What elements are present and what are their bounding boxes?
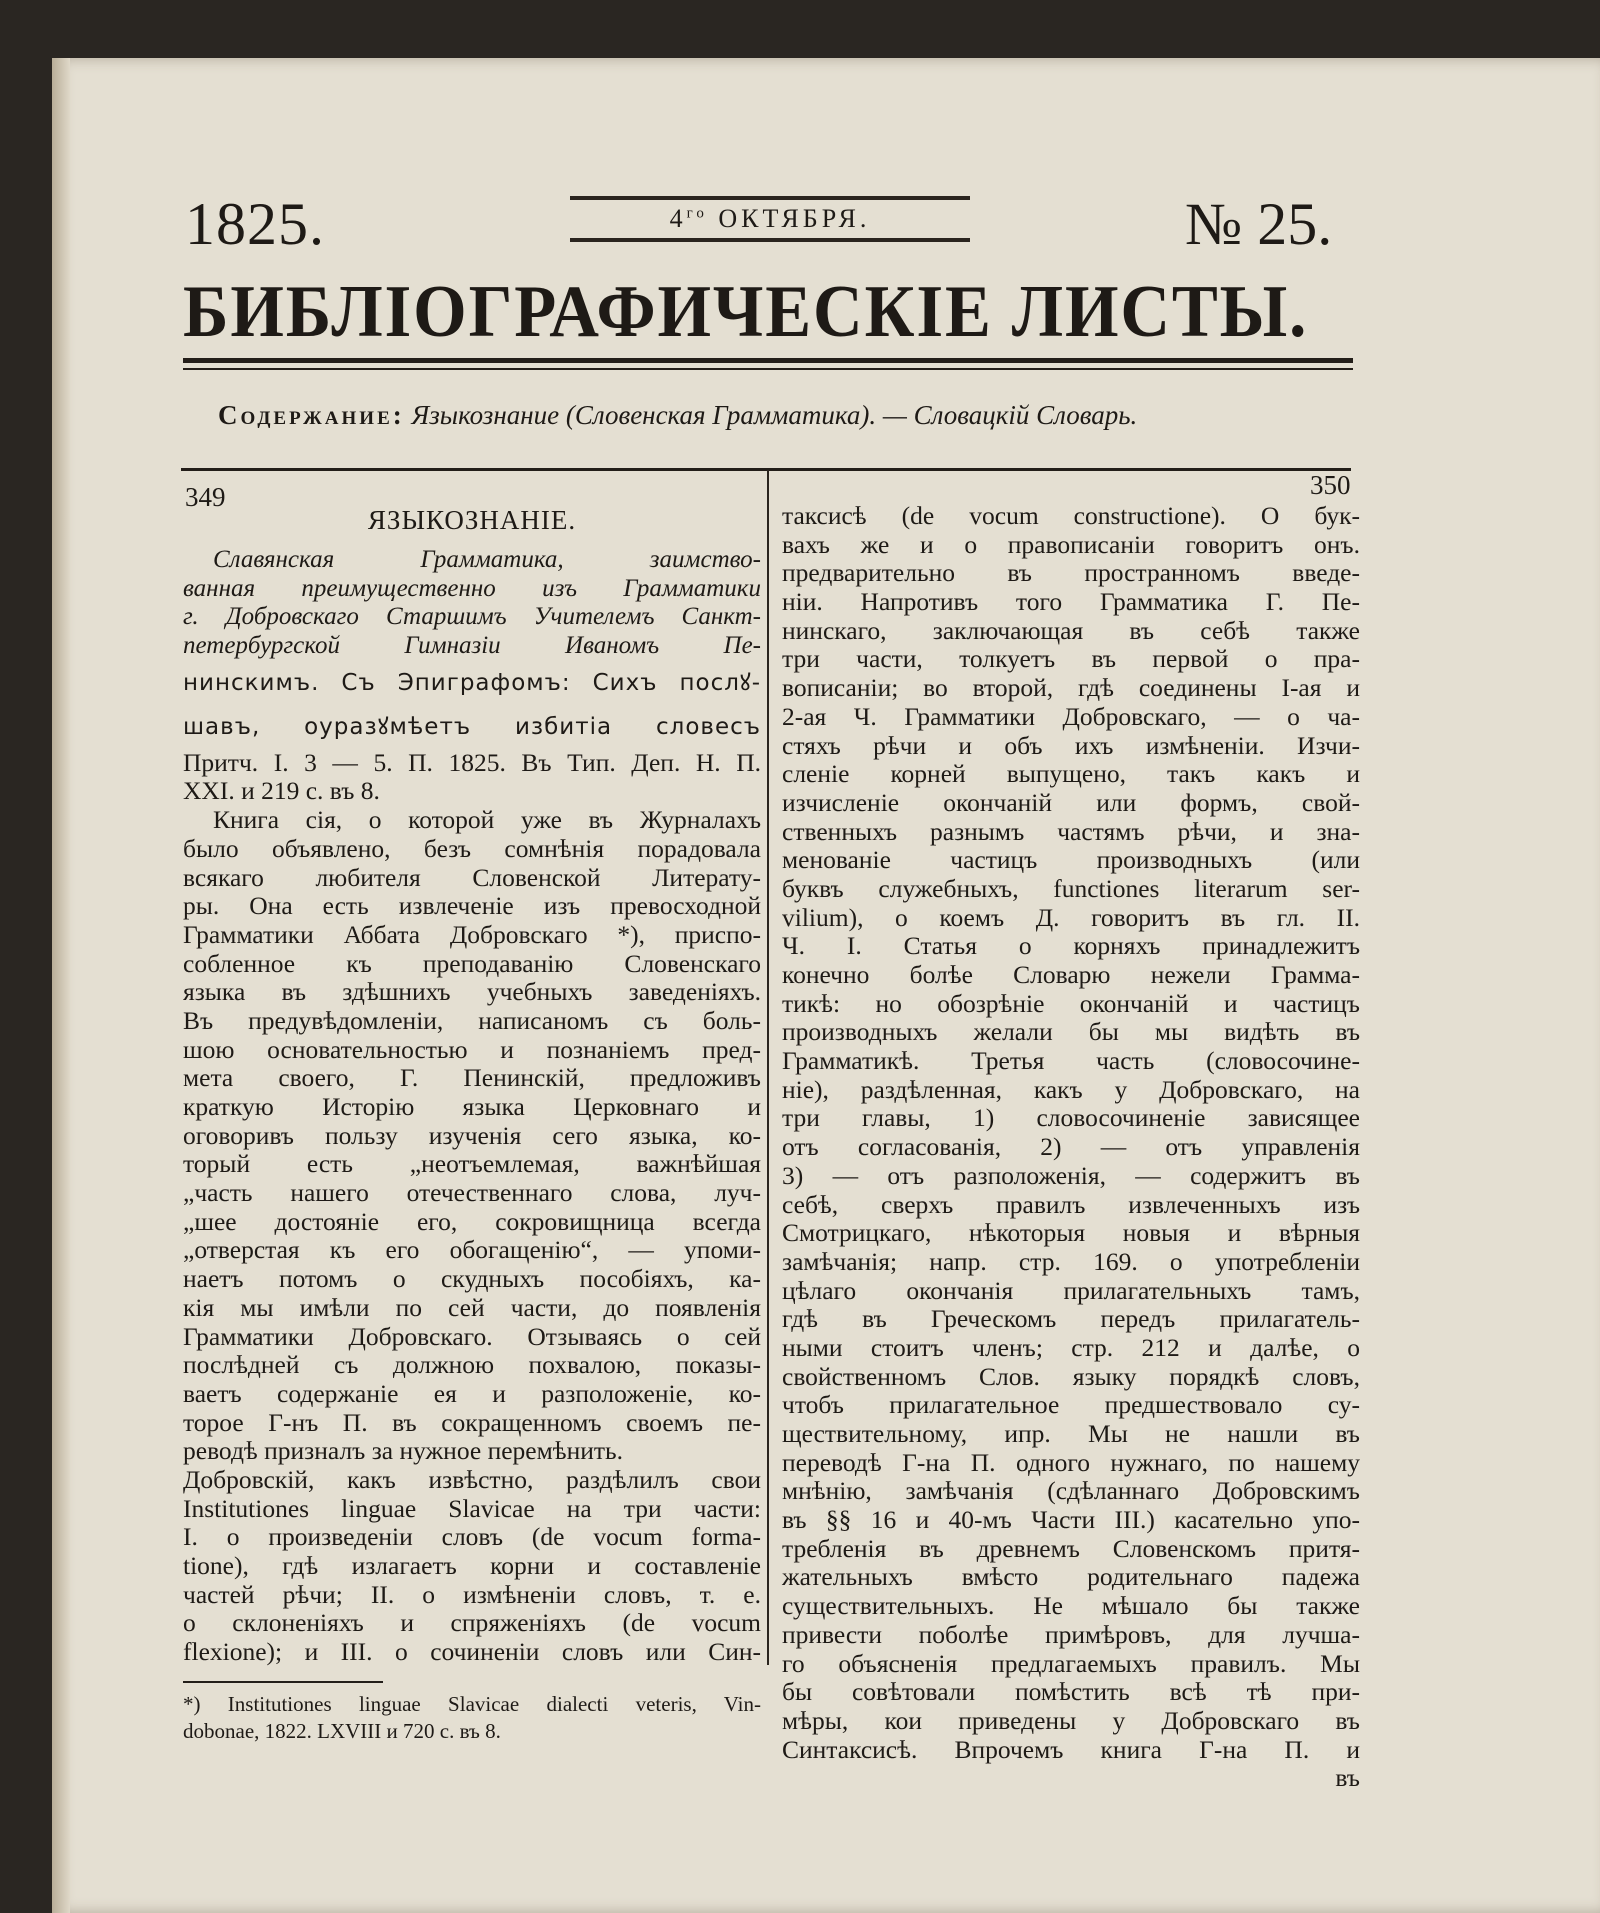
- text-line: переводѣ Г-на П. одного нужнаго, по нашему: [782, 1447, 1360, 1477]
- text-line: нинскаго, заключающая въ себѣ также: [782, 615, 1360, 645]
- text-line: требленiя въ древнемъ Словенскомъ притя-: [782, 1533, 1360, 1563]
- text-line: вописанiи; во второй, гдѣ соединены I-ая и: [782, 673, 1360, 703]
- text-line: цѣлаго окончанiя прилагательныхъ тамъ,: [782, 1275, 1360, 1305]
- text-line: гдѣ въ Греческомъ передъ прилагатель-: [782, 1304, 1360, 1334]
- text-line: чтобъ прилагательное предшествовало су-: [782, 1390, 1360, 1420]
- text-line: таксисѣ (de vocum constructione). О бук-: [782, 501, 1360, 530]
- text-line: ры. Она есть извлеченiе изъ превосходной: [183, 891, 761, 921]
- text-line: наетъ потомъ о скудныхъ пособiяхъ, ка-: [183, 1264, 761, 1294]
- text-line: Добровскiй, какъ извѣстно, раздѣлилъ свои: [183, 1464, 761, 1494]
- text-line: языка въ здѣшнихъ учебныхъ заведенiяхъ.: [183, 977, 761, 1007]
- masthead-rule: [183, 358, 1353, 363]
- text-line: собленное къ преподаванiю Словенскаго: [183, 948, 761, 978]
- contents-line: [218, 400, 1137, 431]
- section-heading: ЯЗЫКОЗНАНIЕ.: [367, 505, 577, 535]
- text-line: Книга сiя, о которой уже въ Журналахъ: [213, 805, 761, 835]
- text-line: го объясненiя предлагаемыхъ правилъ. Мы: [782, 1648, 1360, 1678]
- issue-date: [570, 196, 970, 242]
- text-line: Ч. I. Статья о корняхъ принадлежитъ: [782, 931, 1360, 961]
- text-line: бы совѣтовали помѣстить всѣ тѣ при-: [782, 1677, 1360, 1707]
- text-line: сленiе корней выпущено, такъ какъ и: [782, 759, 1360, 789]
- text-line: XXI. и 219 с. въ 8.: [183, 776, 380, 806]
- text-line: жательныхъ вмѣсто родительнаго падежа: [782, 1562, 1360, 1592]
- text-line: ваетъ содержанiе ея и разположенiе, ко-: [183, 1378, 761, 1408]
- text-line: Смотрицкаго, нѣкоторыя новыя и вѣрныя: [782, 1218, 1360, 1248]
- left-column: [183, 500, 761, 1745]
- text-line: Грамматики Добровскаго. Отзываясь о сей: [183, 1321, 761, 1351]
- text-line: нiе), раздѣленная, какъ у Добровскаго, на: [782, 1074, 1360, 1104]
- text-line: мѣры, кои приведены у Добровскаго въ: [782, 1705, 1360, 1735]
- issue-number: № 25.: [1185, 191, 1333, 257]
- text-line: производныхъ желали бы мы видѣть въ: [782, 1017, 1360, 1047]
- text-line: существительныхъ. Не мѣшало бы также: [782, 1591, 1360, 1621]
- text-line: торое Г-нъ П. въ сокращенномъ своемъ пе-: [183, 1407, 761, 1437]
- text-line: реводѣ призналъ за нужное перемѣнить.: [183, 1436, 624, 1466]
- text-line: dobonae, 1822. LXVIII и 720 с. въ 8.: [183, 1718, 501, 1743]
- right-column: [782, 502, 1360, 1793]
- text-line: стяхъ рѣчи и объ ихъ измѣненiи. Изчи-: [782, 730, 1360, 760]
- text-line: нiи. Напротивъ того Грамматика Г. Пе-: [782, 587, 1360, 617]
- text-line: свойственномъ Слов. языку порядкѣ словъ,: [782, 1361, 1360, 1391]
- text-line: конечно болѣе Словарю нежели Грамма-: [782, 960, 1360, 989]
- text-line: привести поболѣе примѣровъ, для лучша-: [782, 1619, 1360, 1649]
- text-line: оговоривъ пользу изученiя сего языка, ко-: [183, 1120, 761, 1150]
- text-line: I. о произведенiи словъ (de vocum forma-: [183, 1522, 761, 1552]
- text-line: „отверстая къ его обогащенiю“, — упоми-: [183, 1235, 761, 1265]
- date-month: ОКТЯБРЯ.: [707, 204, 871, 233]
- text-line: Притч. I. 3 — 5. П. 1825. Въ Тип. Деп. Н. П.: [183, 747, 761, 777]
- text-line: ществительному, ипр. Мы не нашли въ: [782, 1419, 1360, 1448]
- text-line: три части, толкуетъ въ первой о пра-: [782, 644, 1360, 674]
- page-number-left: 349: [185, 482, 226, 512]
- text-line: 2-ая Ч. Грамматики Добровскаго, — о ча-: [782, 701, 1360, 731]
- text-line: три главы, 1) словосочиненiе зависящее: [782, 1103, 1360, 1133]
- text-line: шою основательностью и познанiемъ пред-: [183, 1034, 761, 1064]
- text-line: шавъ, оуразꙋмѣетъ избитiа словесъ: [183, 713, 761, 740]
- text-line: Синтаксисѣ. Впрочемъ книга Г-на П. и: [782, 1734, 1360, 1764]
- text-line: было объявлено, безъ сомнѣнiя порадовала: [183, 833, 761, 863]
- text-line: послѣдней съ должною похвалою, показы-: [183, 1350, 761, 1380]
- contents-text: Языкознание (Словенская Грамматика). — Словацкiй Словарь.: [411, 400, 1138, 430]
- column-top-rule: [181, 468, 1351, 471]
- text-line: ными стоитъ членъ; стр. 212 и далѣе, о: [782, 1332, 1360, 1362]
- issue-year: 1825.: [185, 191, 325, 257]
- text-line: всякаго любителя Словенской Литерату-: [183, 862, 761, 892]
- right-body-text: [782, 502, 1360, 1764]
- text-line: Славянская Грамматика, заимство-: [213, 546, 761, 573]
- page-spine: [52, 58, 70, 1913]
- column-divider: [767, 470, 769, 1665]
- text-line: буквъ служебныхъ, functiones literarum ser-: [782, 873, 1360, 903]
- text-line: краткую Исторiю языка Церковнаго и: [183, 1092, 761, 1121]
- masthead-title: БИБЛIОГРАФИЧЕСКIЕ ЛИСТЫ.: [183, 271, 1309, 353]
- text-line: *) Institutiones linguae Slavicae dialecti veteris, Vin-: [183, 1691, 761, 1716]
- text-line: „часть нашего отечественнаго слова, луч-: [183, 1178, 761, 1208]
- text-line: г. Добровскаго Старшимъ Учителемъ Санкт-: [183, 603, 761, 631]
- text-line: изчисленiе окончанiй или формъ, свой-: [782, 787, 1360, 817]
- text-line: кiя мы имѣли по сей части, до появленiя: [183, 1292, 761, 1322]
- masthead-rule-thin: [183, 368, 1353, 370]
- text-line: мнѣнiю, замѣчанiя (сдѣланнаго Добровскимъ: [782, 1476, 1360, 1506]
- text-line: замѣчанiя; напр. стр. 169. о употребленiи: [782, 1246, 1360, 1276]
- text-line: Institutiones linguae Slavicae на три части:: [183, 1493, 761, 1523]
- text-line: „шее достоянiе его, сокровищница всегда: [183, 1206, 761, 1236]
- text-line: нинскимъ. Съ Эпиграфомъ: Сихъ послꙋ-: [183, 669, 761, 696]
- text-line: vilium), о коемъ Д. говоритъ въ гл. II.: [782, 902, 1360, 932]
- text-line: вахъ же и о правописанiи говоритъ онъ.: [782, 529, 1360, 559]
- text-line: себѣ, сверхъ правилъ извлеченныхъ изъ: [782, 1189, 1360, 1219]
- text-line: tione), гдѣ излагаетъ корни и составленiе: [183, 1551, 761, 1580]
- text-line: Грамматики Аббата Добровскаго *), приспо-: [183, 919, 761, 949]
- text-line: Въ предувѣдомленiи, написаномъ съ боль-: [183, 1005, 761, 1035]
- text-line: мета своего, Г. Пенинскiй, предложивъ: [183, 1063, 761, 1093]
- date-suffix: го: [686, 205, 708, 222]
- book-title-italic: [183, 546, 761, 661]
- text-line: 3) — отъ разположенiя, — содержитъ въ: [782, 1160, 1360, 1190]
- footnote: [183, 1691, 761, 1745]
- text-line: частей рѣчи; II. о измѣненiи словъ, т. е.: [183, 1579, 761, 1609]
- text-line: Грамматикѣ. Третья часть (словосочине-: [782, 1046, 1360, 1076]
- text-line: ственныхъ разнымъ частямъ рѣчи, и зна-: [782, 816, 1360, 846]
- footnote-rule: [183, 1681, 383, 1683]
- text-line: flexione); и III. о сочиненiи словъ или Син-: [183, 1637, 761, 1667]
- text-line: предварительно въ пространномъ введе-: [782, 558, 1360, 588]
- text-line: менованiе частицъ производныхъ (или: [782, 845, 1360, 875]
- text-line: о склоненiяхъ и спряженiяхъ (de vocum: [183, 1608, 761, 1638]
- text-line: тикѣ: но обозрѣнiе окончанiй и частицъ: [782, 988, 1360, 1018]
- text-line: торый есть „неотъемлемая, важнѣйшая: [183, 1149, 761, 1179]
- text-line: ванная преимущественно изъ Грамматики: [183, 574, 761, 602]
- contents-label: Содержание:: [218, 400, 405, 430]
- epigraph: [183, 661, 761, 749]
- text-line: въ §§ 16 и 40-мъ Части III.) касательно упо-: [782, 1505, 1360, 1535]
- left-body-text: [183, 749, 761, 1667]
- page-number-right: 350: [1310, 470, 1351, 500]
- catchword: въ: [1335, 1763, 1360, 1793]
- date-day: 4: [669, 204, 687, 233]
- text-line: петербургской Гимназiи Иваномъ Пе-: [183, 632, 761, 660]
- text-line: отъ согласованiя, 2) — отъ управленiя: [782, 1132, 1360, 1162]
